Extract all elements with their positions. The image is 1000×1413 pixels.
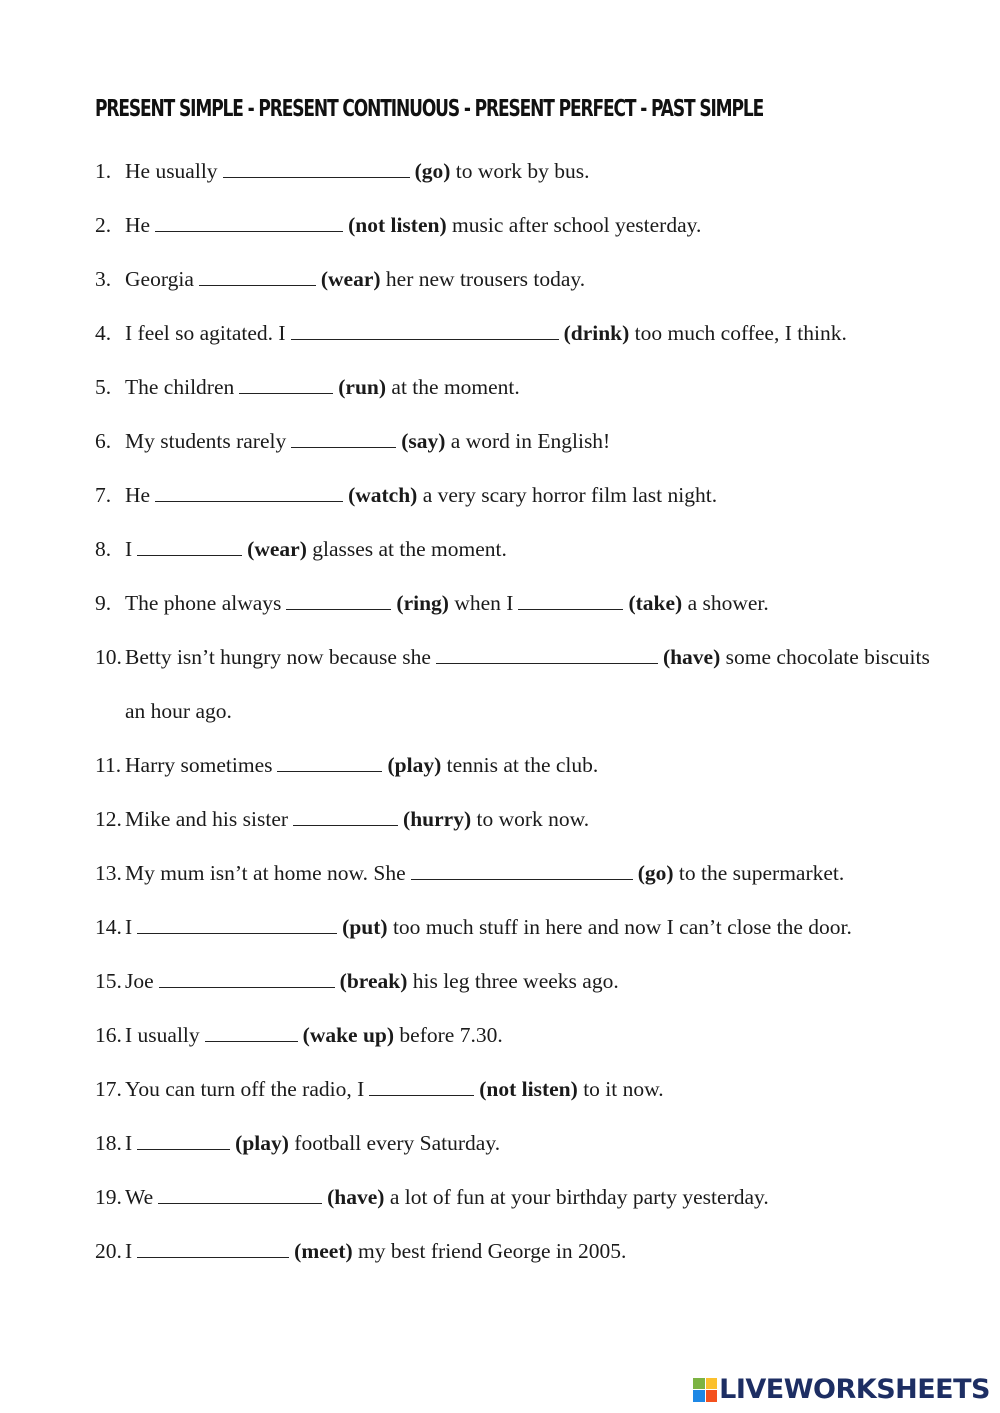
exercise-item [95, 153, 940, 207]
answer-blank[interactable] [137, 916, 337, 934]
sentence-text: He [125, 213, 151, 237]
answer-blank[interactable] [155, 484, 343, 502]
answer-blank[interactable] [205, 1024, 298, 1042]
exercise-item [95, 261, 940, 315]
sentence-text: He [125, 483, 151, 507]
sentence-text: Harry sometimes [125, 753, 273, 777]
item-sentence [125, 801, 940, 837]
answer-blank[interactable] [199, 268, 316, 286]
sentence-text: to it now. [583, 1077, 664, 1101]
sentence-text: a very scary horror film last night. [422, 483, 718, 507]
answer-blank[interactable] [291, 322, 559, 340]
sentence-text: too much coffee, I think. [634, 321, 847, 345]
verb-hint: (wake up) [302, 1023, 395, 1047]
logo-text: LIVEWORKSHEETS [719, 1374, 990, 1405]
sentence-text: her new trousers today. [385, 267, 586, 291]
exercise-item [95, 909, 940, 963]
sentence-text: to work by bus. [455, 159, 590, 183]
exercise-item [95, 423, 940, 477]
liveworksheets-logo [693, 1374, 990, 1405]
sentence-text: My students rarely [125, 429, 287, 453]
item-sentence [125, 1071, 940, 1107]
exercise-item [95, 801, 940, 855]
item-sentence [125, 261, 940, 297]
verb-hint: (wear) [247, 537, 307, 561]
answer-blank[interactable] [223, 160, 410, 178]
item-number: 1. [95, 159, 112, 183]
item-sentence [125, 1179, 940, 1215]
sentence-text: to work now. [476, 807, 590, 831]
verb-hint: (have) [662, 645, 721, 669]
sentence-text: Mike and his sister [125, 807, 289, 831]
verb-hint: (drink) [563, 321, 630, 345]
item-number: 7. [95, 483, 112, 507]
item-sentence [125, 1125, 940, 1161]
verb-hint: (meet) [294, 1239, 353, 1263]
sentence-text: He usually [125, 159, 218, 183]
sentence-text: I feel so agitated. I [125, 321, 286, 345]
verb-hint: (have) [327, 1185, 385, 1209]
sentence-text: My mum isn’t at home now. She [125, 861, 406, 885]
item-number: 4. [95, 321, 112, 345]
sentence-text: You can turn off the radio, I [125, 1077, 365, 1101]
answer-blank[interactable] [291, 430, 396, 448]
verb-hint: (play) [387, 753, 442, 777]
verb-hint: (not listen) [479, 1077, 578, 1101]
sentence-text: football every Saturday. [294, 1131, 501, 1155]
answer-blank[interactable] [369, 1078, 474, 1096]
sentence-text: Betty isn’t hungry now because she [125, 645, 431, 669]
answer-blank[interactable] [137, 538, 242, 556]
sentence-text: glasses at the moment. [312, 537, 507, 561]
answer-blank[interactable] [518, 592, 623, 610]
item-number: 13. [95, 861, 122, 885]
item-number: 12. [95, 807, 122, 831]
verb-hint: (go) [637, 861, 674, 885]
item-sentence [125, 423, 940, 459]
item-number: 5. [95, 375, 112, 399]
exercise-item [95, 747, 940, 801]
item-number: 17. [95, 1077, 122, 1101]
sentence-text: when I [454, 591, 514, 615]
answer-blank[interactable] [277, 754, 382, 772]
item-number: 6. [95, 429, 112, 453]
sentence-text: a shower. [687, 591, 769, 615]
item-sentence [125, 585, 940, 621]
verb-hint: (watch) [348, 483, 418, 507]
item-number: 8. [95, 537, 112, 561]
item-number: 3. [95, 267, 112, 291]
answer-blank[interactable] [286, 592, 391, 610]
sentence-text: a word in English! [450, 429, 611, 453]
item-sentence [125, 1017, 940, 1053]
item-number: 11. [95, 753, 122, 777]
item-sentence [125, 963, 940, 999]
answer-blank[interactable] [137, 1132, 230, 1150]
item-sentence [125, 1233, 940, 1269]
verb-hint: (run) [338, 375, 387, 399]
exercise-list [95, 153, 940, 1287]
exercise-item [95, 639, 940, 747]
verb-hint: (say) [401, 429, 446, 453]
sentence-text: I usually [125, 1023, 200, 1047]
answer-blank[interactable] [293, 808, 398, 826]
answer-blank[interactable] [411, 862, 633, 880]
sentence-text: to the supermarket. [678, 861, 845, 885]
verb-hint: (put) [342, 915, 388, 939]
exercise-item [95, 963, 940, 1017]
sentence-text: I [125, 537, 133, 561]
exercise-item [95, 1125, 940, 1179]
sentence-text: my best friend George in 2005. [358, 1239, 627, 1263]
item-sentence [125, 153, 940, 189]
answer-blank[interactable] [155, 214, 343, 232]
exercise-item [95, 207, 940, 261]
sentence-text: I [125, 1131, 133, 1155]
item-sentence [125, 531, 940, 567]
answer-blank[interactable] [137, 1240, 289, 1258]
sentence-text: Georgia [125, 267, 194, 291]
item-sentence [125, 747, 940, 783]
item-number: 16. [95, 1023, 122, 1047]
item-sentence [125, 315, 940, 351]
exercise-item [95, 1017, 940, 1071]
item-number: 2. [95, 213, 112, 237]
exercise-item [95, 315, 940, 369]
answer-blank[interactable] [159, 970, 335, 988]
exercise-item [95, 1071, 940, 1125]
item-number: 19. [95, 1185, 122, 1209]
sentence-text: We [125, 1185, 154, 1209]
verb-hint: (wear) [320, 267, 381, 291]
item-sentence [125, 369, 940, 405]
verb-hint: (ring) [396, 591, 449, 615]
verb-hint: (go) [414, 159, 451, 183]
item-sentence [125, 855, 940, 891]
exercise-item [95, 1233, 940, 1287]
item-number: 10. [95, 645, 122, 669]
verb-hint: (hurry) [403, 807, 472, 831]
exercise-item [95, 477, 940, 531]
sentence-text: at the moment. [391, 375, 520, 399]
exercise-item [95, 1179, 940, 1233]
answer-blank[interactable] [158, 1186, 322, 1204]
sentence-text: before 7.30. [399, 1023, 503, 1047]
sentence-text: I [125, 1239, 133, 1263]
item-number: 9. [95, 591, 112, 615]
item-number: 20. [95, 1239, 122, 1263]
item-number: 15. [95, 969, 122, 993]
sentence-text: his leg three weeks ago. [412, 969, 619, 993]
sentence-text: a lot of fun at your birthday party yesterday. [389, 1185, 769, 1209]
item-number: 14. [95, 915, 122, 939]
item-sentence [125, 477, 940, 513]
verb-hint: (break) [339, 969, 408, 993]
sentence-text: tennis at the club. [446, 753, 599, 777]
verb-hint: (take) [628, 591, 683, 615]
item-number: 18. [95, 1131, 122, 1155]
answer-blank[interactable] [239, 376, 333, 394]
sentence-text: some chocolate biscuits an hour ago. [125, 645, 930, 723]
sentence-text: The phone always [125, 591, 282, 615]
item-sentence [125, 630, 940, 738]
answer-blank[interactable] [436, 646, 658, 664]
sentence-text: The children [125, 375, 235, 399]
page-title: PRESENT SIMPLE - PRESENT CONTINUOUS - PRESENT PERFECT - PAST SIMPLE [95, 96, 764, 122]
item-sentence [125, 207, 940, 243]
sentence-text: Joe [125, 969, 154, 993]
sentence-text: too much stuff in here and now I can’t close the door. [392, 915, 852, 939]
item-sentence [125, 909, 940, 945]
exercise-item [95, 855, 940, 909]
sentence-text: music after school yesterday. [452, 213, 702, 237]
sentence-text: I [125, 915, 133, 939]
verb-hint: (play) [235, 1131, 289, 1155]
exercise-item [95, 369, 940, 423]
verb-hint: (not listen) [348, 213, 447, 237]
exercise-item [95, 531, 940, 585]
liveworksheets-logo-icon [693, 1378, 717, 1402]
